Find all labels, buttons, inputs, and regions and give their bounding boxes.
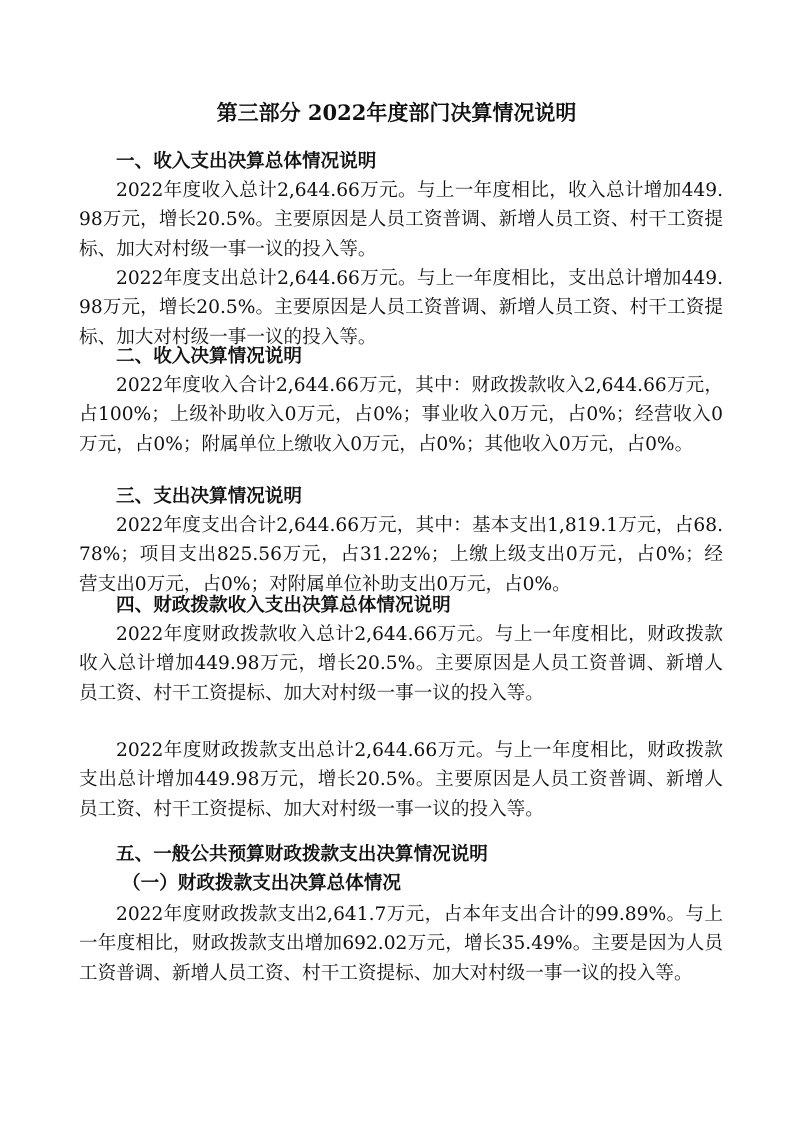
section-heading-4: 四、财政拨款收入支出决算总体情况说明 xyxy=(116,595,451,616)
section-heading-1: 一、收入支出决算总体情况说明 xyxy=(116,151,377,172)
paragraph-fiscal-expense: 2022年度财政拨款支出总计2,644.66万元。与上一年度相比，财政拨款支出总计增加449.98万元，增长20.5%。主要原因是人员工资普调、新增人员工资、村干工资提标、加大对村级一事一议的投入等。 xyxy=(79,740,723,820)
paragraph-fiscal-expense-overall: 2022年度财政拨款支出2,641.7万元，占本年支出合计的99.89%。与上一年度相比，财政拨款支出增加692.02万元，增长35.49%。主要是因为人员工资普调、新增人员工资、村干工资提标、加大对村级一事一议的投入等。 xyxy=(79,904,723,984)
section-heading-5: 五、一般公共预算财政拨款支出决算情况说明 xyxy=(116,844,488,865)
paragraph-expense-detail: 2022年度支出合计2,644.66万元，其中：基本支出1,819.1万元，占68.78%；项目支出825.56万元，占31.22%；上缴上级支出0万元，占0%；经营支出0万元，占0%；对附属单位补助支出0万元，占0%。 xyxy=(79,515,723,595)
section-heading-3: 三、支出决算情况说明 xyxy=(116,486,302,507)
page-title: 第三部分 2022年度部门决算情况说明 xyxy=(216,100,577,125)
paragraph-expense-total: 2022年度支出总计2,644.66万元。与上一年度相比，支出总计增加449.98万元，增长20.5%。主要原因是人员工资普调、新增人员工资、村干工资提标、加大对村级一事一议的投入等。 xyxy=(79,268,723,348)
paragraph-income-detail: 2022年度收入合计2,644.66万元，其中：财政拨款收入2,644.66万元，占100%；上级补助收入0万元，占0%；事业收入0万元，占0%；经营收入0万元，占0%；附属单位上缴收入0万元，占0%；其他收入0万元，占0%。 xyxy=(79,375,723,455)
paragraph-income-total: 2022年度收入总计2,644.66万元。与上一年度相比，收入总计增加449.98万元，增长20.5%。主要原因是人员工资普调、新增人员工资、村干工资提标、加大对村级一事一议的投入等。 xyxy=(79,180,723,260)
subsection-heading: （一）财政拨款支出决算总体情况 xyxy=(122,873,401,894)
section-heading-2: 二、收入决算情况说明 xyxy=(116,346,302,367)
paragraph-fiscal-income: 2022年度财政拨款收入总计2,644.66万元。与上一年度相比，财政拨款收入总计增加449.98万元，增长20.5%。主要原因是人员工资普调、新增人员工资、村干工资提标、加大对村级一事一议的投入等。 xyxy=(79,624,723,704)
